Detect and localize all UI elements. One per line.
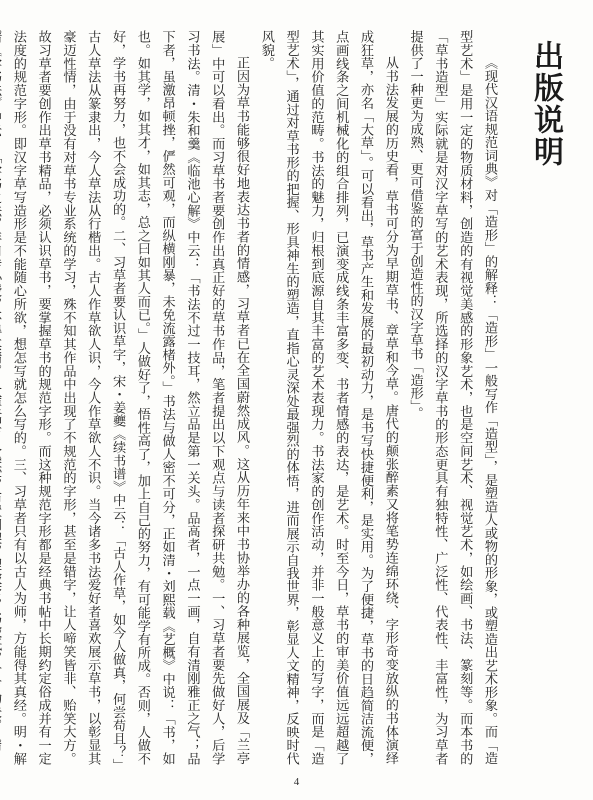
page-title: 出版说明 [528, 40, 563, 168]
paragraph: 《现代汉语规范词典》对「造形」的解释：「造形」一般写作「造型」，是塑造人或物的形象，或塑造出艺术形象。而「造型艺术」是用一定的物质材料，创造的有视觉美感的形象艺术，也是空间艺术、视觉艺术，如绘画、书法、篆刻等。而本书的「草书造型」实际就是对汉字草写的艺术表现，所选择的汉字草书的形态更具有独特性、广泛性、代表性、丰富性，为习草者提供了一种更为成熟、更可借鉴的富于创造性的汉字草书「造形」。 [407, 30, 497, 765]
page-number: 4 [293, 776, 300, 788]
paragraph: 正因为草书能够很好地表达书者的情感，习草者已在全国蔚然成风。这从历年来中书协举办的各种展览，全国展及「兰亭展」中可以看出。而习草书者要创作出真正好的草书作品，笔者提出以下观点与读者探研共勉。一、习草者要先做好人，后学习书法。清・朱和羹《临池心解》中云：「书法不过一技耳，然立品是第一关头。品高者，一点一画，自有清刚雅正之气；品下者，虽激昂顿挫，俨然可观，而纵横刚暴，未免流露楮外。」书法与做人密不可分，正如清・刘熙载《艺概》中说：「书，如也。如其学，如其才，如其志，总之曰如其人而已。」人做好了，悟性高了，加上自己的努力，有可能学有所成。否则，人做不好，学书再努力，也不会成功的。二、习草者要认识草字，宋・姜夔《续书谱》中云：「古人作草，如今人做真，何尝苟且？」古人草法从篆隶出，今人草法从行楷出。古人作草欲人识，今人作草欲人不识。当今诸多书法爱好者喜欢展示草书，以彰显其豪迈性情，由于没有对草书专业系统的学习，殊不知其作品中出现了不规范的字形，甚至是错字，让人啼笑皆非、贻笑大方。故习草者要创作出草书精品，必须认识草书，要掌握草书的规范字形。而这种规范字形都是经典书帖中长期约定俗成并有一定法度的规范字形。即汉字草写造形是不能随心所欲，想怎写就怎么写的。三、习草者只有以古人为师，方能得其真经。明・解 [10, 30, 250, 765]
paragraph: 从书法发展的历史看，草书可分为早期草书、章草和今草。唐代的颠张醉素又将笔势连绵环绕、字形奇变放纵的书体演绎成狂草，亦名「大草」。可以看出，草书产生和发展的最初动力，是书写快捷便利，是实用。为了便捷，草书的日趋简洁流便，点画线条之间机械化的组合排列，已演变成线条丰富多变、书者情感的表达，是艺术。时至今日，草书的审美价值远远超越了其实用价值的范畴。书法的魅力，归根到底源自其丰富的艺术表现力。书法家的创作活动，并非一般意义上的写字，而是「造型艺术」，通过对草书形的把握、形具神生的塑造，直指心灵深处最强烈的体悟，进而展示自我世界，彰显人文精神，反映时代风貌。 [258, 30, 398, 765]
body-text [10, 30, 501, 765]
